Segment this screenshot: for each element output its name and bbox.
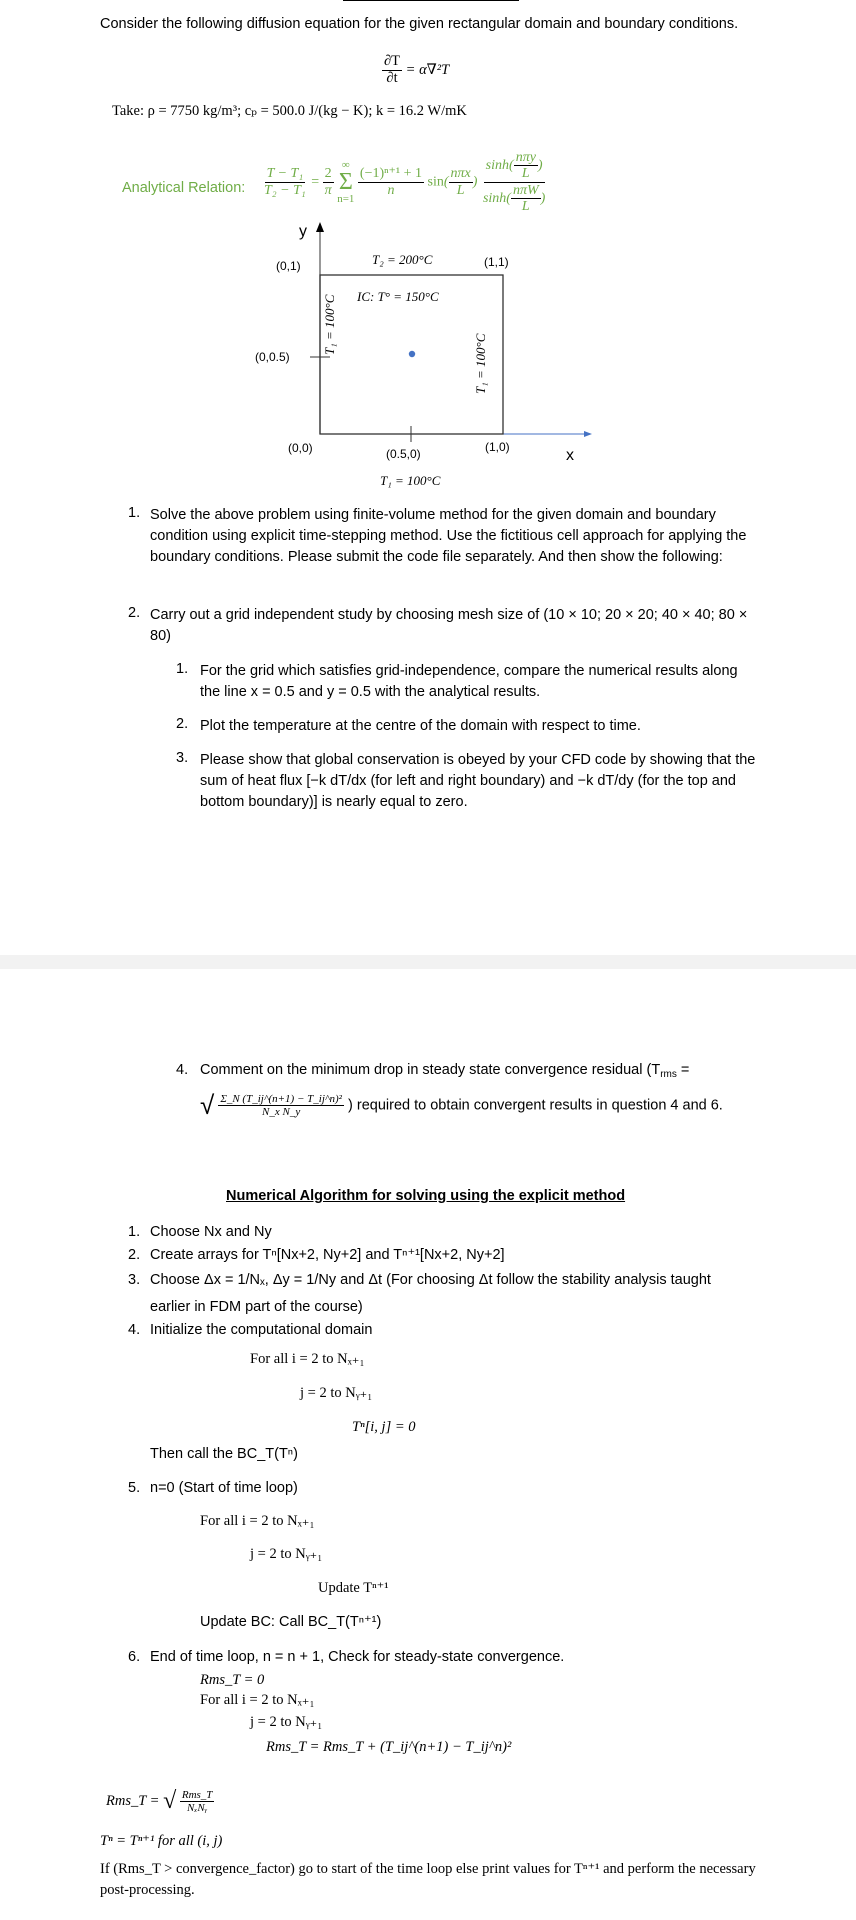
- step6-number: 6.: [128, 1649, 141, 1665]
- rms-lhs: Rms_T =: [106, 1792, 160, 1809]
- y-axis-arrow-icon: [316, 222, 324, 232]
- lhs-denominator: T₂ − T₁: [264, 182, 306, 198]
- time-loop-j: j = 2 to Nᵧ₊₁: [250, 1546, 323, 1562]
- sinh-top-arg-den: L: [521, 166, 530, 182]
- pde-numerator: ∂T: [384, 53, 401, 69]
- init-loop-i: For all i = 2 to Nₓ₊₁: [250, 1351, 365, 1367]
- page-separator: [0, 955, 856, 969]
- sub1-number: 1.: [176, 661, 189, 677]
- pde-denominator: ∂t: [386, 69, 398, 86]
- copy-step: Tⁿ = Tⁿ⁺¹ for all (i, j): [100, 1833, 223, 1849]
- sigma-icon: Σ: [338, 169, 353, 196]
- analytical-equation: $\frac{\text{T − T₁}}{\text{T₂ − T₁}}$ = $\frac{2}{\pi}$ ∞ Σ n=1 $\frac{\text{(−1)ⁿ⁺¹ + 1}}{n}$ sin( $\frac{\text{nπx}}{L}$ ) sinh( $\frac{\text{nπy}}{L}$ ) sinh( $\frac{\text{nπW}}{L}$ ): [264, 150, 546, 215]
- step6-text: End of time loop, n = n + 1, Check for steady-state convergence.: [150, 1649, 565, 1665]
- initial-condition: IC: T° = 150°C: [357, 289, 439, 304]
- sub1-text: For the grid which satisfies grid-independence, compare the numerical results along the line x = 0.5 and y = 0.5 with the analytical results.: [200, 663, 738, 700]
- step3-number: 3.: [128, 1272, 141, 1288]
- sinh-top-arg-num: nπy: [515, 150, 536, 165]
- step4-number: 4.: [128, 1322, 141, 1338]
- final-condition: If (Rms_T > convergence_factor) go to start of the time loop else print values for Tⁿ⁺¹ and perform the necessary post-processing.: [100, 1861, 756, 1898]
- sum-lower: n=1: [337, 193, 355, 206]
- step1-text: Choose Nx and Ny: [150, 1224, 272, 1240]
- step5-number: 5.: [128, 1480, 141, 1496]
- equals-sign: =: [311, 174, 320, 190]
- x-axis-label: x: [566, 447, 574, 464]
- intro-text: Consider the following diffusion equation for the given rectangular domain and boundary conditions.: [100, 16, 739, 32]
- analytical-label: Analytical Relation:: [122, 180, 246, 196]
- coord-0.5-0: (0.5,0): [386, 447, 421, 461]
- coord-0-0: (0,0): [288, 441, 313, 455]
- left-boundary-condition: T₁ = 100°C: [322, 294, 337, 355]
- q4-formula: [200, 1090, 723, 1121]
- sub2-text: Plot the temperature at the centre of the domain with respect to time.: [200, 718, 641, 734]
- coord-0-1: (0,1): [276, 259, 301, 273]
- update-bc: Update BC: Call BC_T(Tⁿ⁺¹): [200, 1614, 382, 1630]
- q4-text: [200, 1062, 689, 1080]
- q2-number: 2.: [128, 605, 141, 621]
- sub3-text: Please show that global conservation is obeyed by your CFD code by showing that the sum of heat flux [−k dT/dx (for left and right boundary) and −k dT/dy (for the top and bottom boundary)] is nearly equal to zero.: [200, 752, 756, 810]
- term-denominator: n: [387, 182, 395, 198]
- center-point: [409, 351, 415, 357]
- lhs-numerator: T − T₁: [266, 166, 304, 182]
- coord-1-1: (1,1): [484, 255, 509, 269]
- coord-0-0.5: (0,0.5): [255, 350, 290, 364]
- sinh-bottom-arg-num: nπW: [512, 182, 539, 198]
- q4-lead: Comment on the minimum drop in steady state convergence residual (T: [200, 1062, 661, 1078]
- x-axis-arrow-icon: [584, 431, 592, 437]
- sin-function: sin: [427, 174, 444, 190]
- update-step: Update Tⁿ⁺¹: [318, 1580, 389, 1596]
- rms-frac-den: NₓNᵧ: [186, 1802, 208, 1814]
- sin-arg-den: L: [456, 182, 465, 198]
- sqrt-icon: √: [200, 1090, 215, 1120]
- term-numerator: (−1)ⁿ⁺¹ + 1: [359, 166, 423, 182]
- init-loop-j: j = 2 to Nᵧ₊₁: [300, 1385, 373, 1401]
- q1-text: Solve the above problem using finite-volume method for the given domain and boundary condition using explicit time-stepping method. Use the fictitious cell approach for applying the boundary conditions. Please submit the code file separately. And then show the following:: [150, 507, 747, 565]
- right-boundary-condition: T₁ = 100°C: [473, 333, 488, 394]
- algorithm-title: Numerical Algorithm for solving using the explicit method: [226, 1188, 626, 1204]
- q4-rms-subscript: rms: [660, 1069, 677, 1080]
- coord-1-0: (1,0): [485, 440, 510, 454]
- rms-final: [106, 1788, 214, 1815]
- y-axis-label: y: [299, 223, 307, 240]
- step3-continuation: earlier in FDM part of the course): [150, 1299, 363, 1315]
- rms-loop-j: j = 2 to Nᵧ₊₁: [250, 1714, 323, 1730]
- bottom-boundary-condition: T₁ = 100°C: [380, 473, 441, 488]
- step5-text: n=0 (Start of time loop): [150, 1480, 298, 1496]
- pde-rhs: = α∇²T: [405, 61, 450, 78]
- q2-text: Carry out a grid independent study by choosing mesh size of (10 × 10; 20 × 20; 40 × 40; 80 × 80): [150, 607, 748, 644]
- sub2-number: 2.: [176, 716, 189, 732]
- sinh-top: sinh: [485, 158, 510, 174]
- step1-number: 1.: [128, 1224, 141, 1240]
- init-assign: Tⁿ[i, j] = 0: [352, 1419, 416, 1435]
- rms-frac-num: Rms_T: [181, 1788, 213, 1801]
- coef-numerator: 2: [324, 166, 332, 182]
- coef-denominator: π: [324, 182, 332, 198]
- rms-loop-i: For all i = 2 to Nₓ₊₁: [200, 1692, 315, 1708]
- step4-text: Initialize the computational domain: [150, 1322, 373, 1338]
- q4-equals: =: [676, 1062, 690, 1078]
- domain-diagram: [0, 0, 856, 500]
- q4-rad-num: Σ_N (T_ij^(n+1) − T_ij^n)²: [220, 1092, 342, 1105]
- sub3-number: 3.: [176, 750, 189, 766]
- call-bc: Then call the BC_T(Tⁿ): [150, 1446, 298, 1462]
- sqrt-icon: √: [163, 1788, 177, 1814]
- material-properties: Take: ρ = 7750 kg/m³; cₚ = 500.0 J/(kg − K); k = 16.2 W/mK: [112, 103, 467, 119]
- q4-number: 4.: [176, 1062, 189, 1078]
- q4-rad-den: N_x N_y: [262, 1106, 301, 1118]
- sinh-bottom: sinh: [482, 190, 507, 206]
- sin-arg-num: nπx: [450, 166, 471, 182]
- step3-text: Choose Δx = 1/Nₓ, Δy = 1/Ny and Δt (For choosing Δt follow the stability analysis taught: [150, 1272, 711, 1288]
- sinh-bottom-arg-den: L: [521, 199, 530, 215]
- sum-upper: ∞: [341, 159, 350, 172]
- q1-number: 1.: [128, 505, 141, 521]
- rms-accumulate: Rms_T = Rms_T + (T_ij^(n+1) − T_ij^n)²: [266, 1739, 512, 1755]
- top-boundary-condition: T₂ = 200°C: [372, 252, 433, 267]
- q4-tail: ) required to obtain convergent results in question 4 and 6.: [348, 1097, 723, 1114]
- step2-text: Create arrays for Tⁿ[Nx+2, Ny+2] and Tⁿ⁺¹[Nx+2, Ny+2]: [150, 1247, 505, 1263]
- rms-init: Rms_T = 0: [200, 1672, 265, 1688]
- time-loop-i: For all i = 2 to Nₓ₊₁: [200, 1513, 315, 1529]
- step2-number: 2.: [128, 1247, 141, 1263]
